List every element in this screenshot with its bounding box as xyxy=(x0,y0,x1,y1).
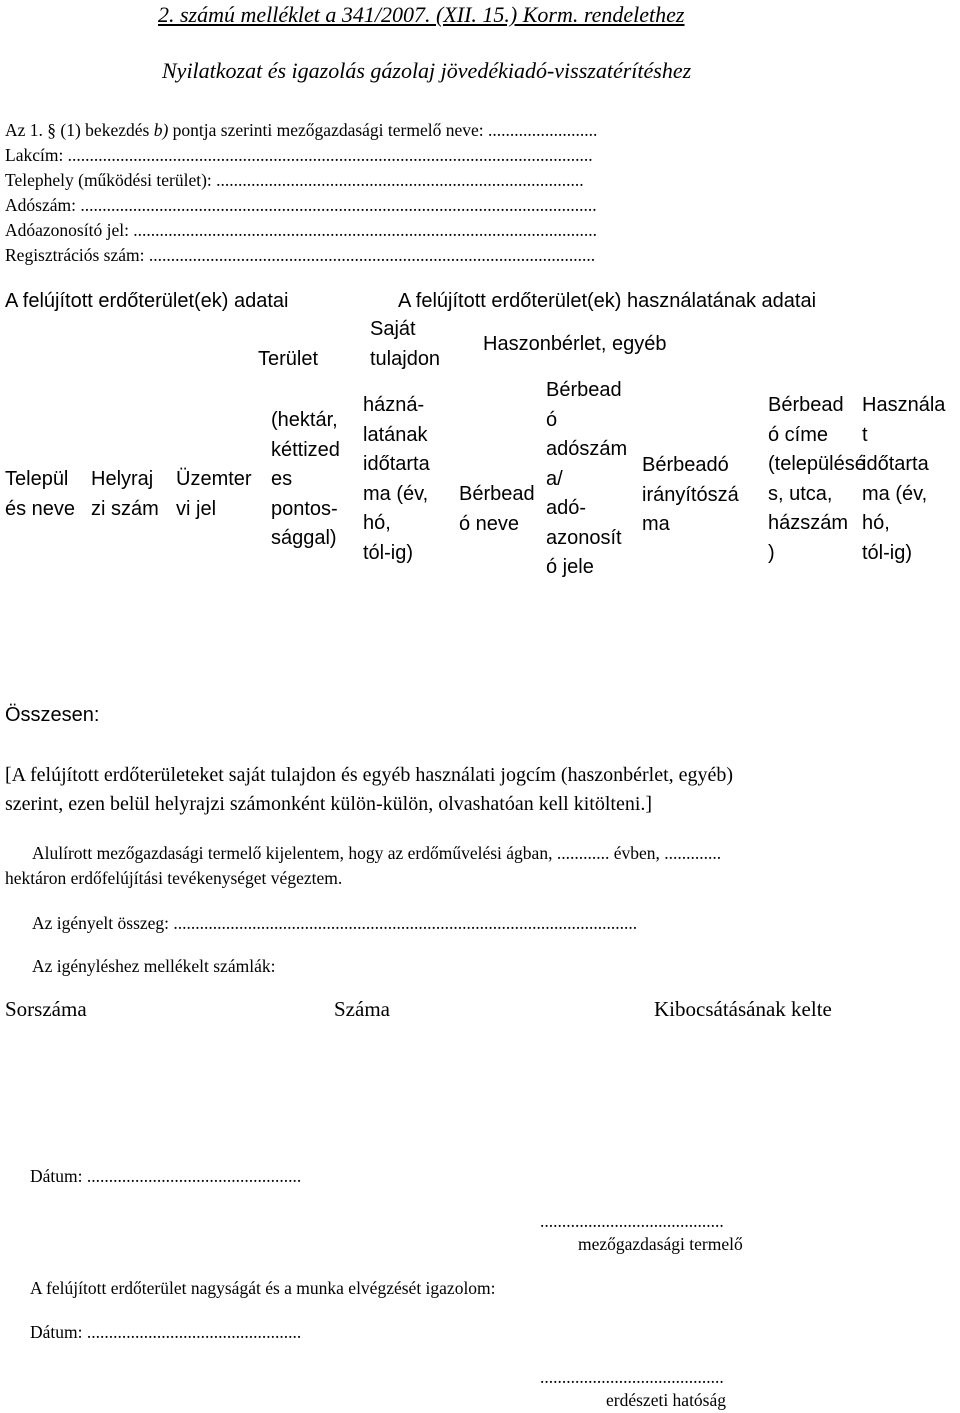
date-field-producer: Dátum: ................................................. xyxy=(30,1166,302,1186)
annex-title: 2. számú melléklet a 341/2007. (XII. 15.) Korm. rendelethez xyxy=(158,2,685,27)
document-title: Nyilatkozat és igazolás gázolaj jövedékiadó-visszatérítéshez xyxy=(162,58,692,83)
registration-number-field: Regisztrációs szám: ...................................................................................................... xyxy=(5,245,596,265)
area-header: Terület xyxy=(258,348,319,370)
col-usage-period: házná- latának időtarta ma (év, hó, tól-ig) xyxy=(363,394,430,564)
signature-label-producer: mezőgazdasági termelő xyxy=(578,1234,743,1254)
col-lessor-address: Bérbead ó címe (településé s, utca, házszám ) xyxy=(768,394,866,564)
fill-instructions-line2: szerint, ezen belül helyrajzi számonként külön-külön, olvashatóan kell kitölteni.] xyxy=(5,793,653,815)
signature-line-authority: .......................................... xyxy=(540,1367,724,1387)
own-property-header-line2: tulajdon xyxy=(370,348,441,370)
invoice-col-number: Száma xyxy=(334,997,390,1021)
fill-instructions-line1: [A felújított erdőterületeket saját tulajdon és egyéb használati jogcím (haszonbérlet, egyéb) xyxy=(5,764,734,786)
col-lessor-tax-number: Bérbead ó adószám a/ adó- azonosít ó jele xyxy=(546,379,628,578)
col-lessor-name: Bérbead ó neve xyxy=(459,483,535,535)
col-management-plan: Üzemter vi jel xyxy=(176,468,252,520)
tax-id-field: Adóazonosító jel: .......................................................................................................... xyxy=(5,220,598,240)
producer-name-field: Az 1. § (1) bekezdés b) pontja szerinti mezőgazdasági termelő neve: ......................... xyxy=(5,120,598,140)
own-property-header-line1: Saját xyxy=(370,318,416,340)
signature-line-producer: .......................................... xyxy=(540,1211,724,1231)
address-field: Lakcím: ........................................................................................................................ xyxy=(5,145,593,165)
col-parcel-number: Helyraj zi szám xyxy=(91,468,159,520)
signature-label-authority: erdészeti hatóság xyxy=(606,1390,727,1410)
declaration-line1: Alulírott mezőgazdasági termelő kijelentem, hogy az erdőművelési ágban, ............ évben, ............. xyxy=(32,843,722,863)
col-hectare: (hektár, kéttized es pontos- sággal) xyxy=(271,409,340,549)
col-lessor-postcode: Bérbeadó irányítószá ma xyxy=(642,454,739,535)
invoice-col-issue-date: Kibocsátásának kelte xyxy=(654,997,832,1021)
col-settlement: Települ és neve xyxy=(5,468,76,520)
declaration-line2: hektáron erdőfelújítási tevékenységet végeztem. xyxy=(5,868,343,888)
invoice-col-serial: Sorszáma xyxy=(5,997,87,1021)
certification-statement: A felújított erdőterület nagyságát és a munka elvégzését igazolom: xyxy=(30,1278,496,1298)
lease-other-header: Haszonbérlet, egyéb xyxy=(483,333,667,355)
total-label: Összesen: xyxy=(5,704,100,726)
claimed-amount-field: Az igényelt összeg: .......................................................................................................... xyxy=(32,913,638,933)
group-header-usage-data: A felújított erdőterület(ek) használatának adatai xyxy=(398,290,817,312)
date-field-authority: Dátum: ................................................. xyxy=(30,1322,302,1342)
col-use-duration: Használa t időtarta ma (év, hó, tól-ig) xyxy=(862,394,946,564)
tax-number-field: Adószám: ...................................................................................................................... xyxy=(5,195,597,215)
group-header-area-data: A felújított erdőterület(ek) adatai xyxy=(5,290,289,312)
attached-invoices-label: Az igényléshez mellékelt számlák: xyxy=(32,956,276,976)
site-field: Telephely (működési terület): .................................................................................... xyxy=(5,170,584,190)
